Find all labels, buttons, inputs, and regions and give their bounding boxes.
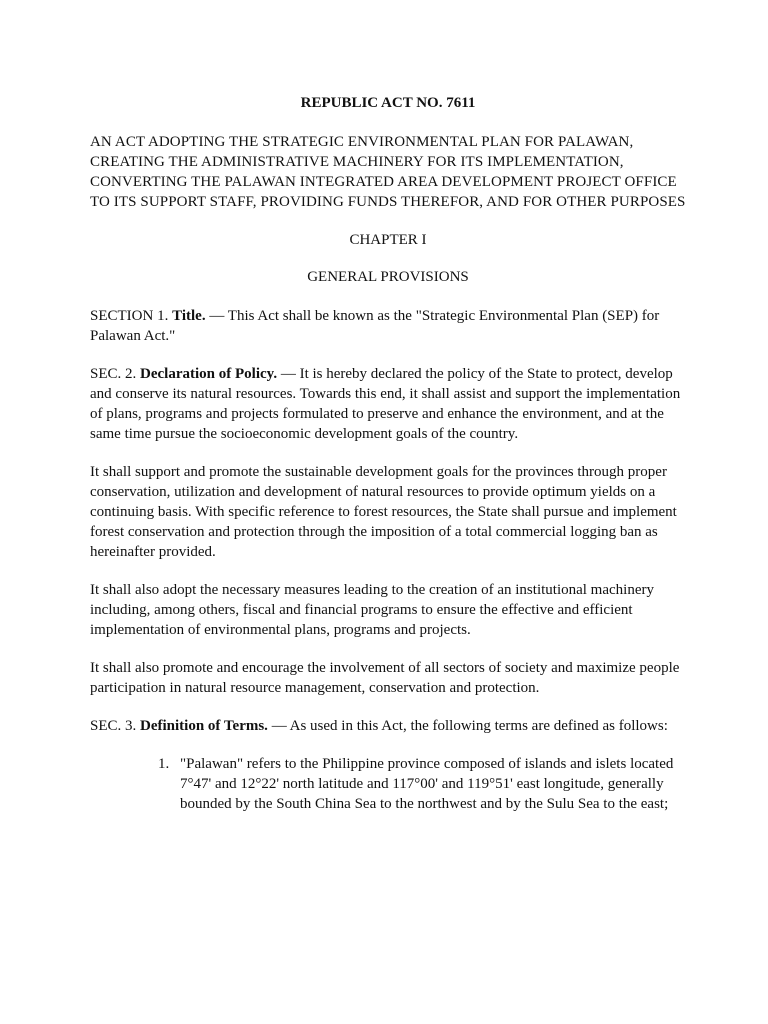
chapter-heading: CHAPTER I <box>349 232 427 248</box>
section-2-paragraph-3: It shall also adopt the necessary measures leading to the creation of an institutional machinery including, among others, fiscal and financial programs to ensure the effective and efficient implementation of environmental plans, programs and projects. <box>90 582 654 638</box>
definition-item <box>90 754 686 814</box>
chapter-title: GENERAL PROVISIONS <box>307 269 469 285</box>
section-1-text: — This Act shall be known as the "Strategic Environmental Plan (SEP) for Palawan Act." <box>90 308 660 344</box>
section-3 <box>90 716 686 736</box>
definition-number: 1. <box>158 756 170 772</box>
section-1-label: SECTION 1. <box>90 308 173 324</box>
section-2 <box>90 364 686 444</box>
section-1 <box>90 306 686 346</box>
act-number-heading: REPUBLIC ACT NO. 7611 <box>300 95 476 111</box>
section-1-heading: Title. <box>172 308 206 324</box>
section-3-text: — As used in this Act, the following terms are defined as follows: <box>267 718 668 734</box>
section-2-paragraph-4: It shall also promote and encourage the involvement of all sectors of society and maximize people participation in natural resource management, conservation and protection. <box>90 660 680 696</box>
section-3-label: SEC. 3. <box>90 718 141 734</box>
section-2-text: — It is hereby declared the policy of the State to protect, develop and conserve its natural resources. Towards this end, it shall assist and support the implementation of plans, programs and projects formulated to preserve and enhance the environment, and at the same time pursue the socioeconomic development goals of the country. <box>90 366 681 442</box>
section-2-paragraph-2: It shall support and promote the sustainable development goals for the provinces through proper conservation, utilization and development of natural resources to provide optimum yields on a continuing basis. With specific reference to forest resources, the State shall pursue and implement forest conservation and protection through the imposition of a total commercial logging ban as hereinafter provided. <box>90 464 677 560</box>
act-title: AN ACT ADOPTING THE STRATEGIC ENVIRONMENTAL PLAN FOR PALAWAN, CREATING THE ADMINISTRATIVE MACHINERY FOR ITS IMPLEMENTATION, CONVERTING THE PALAWAN INTEGRATED AREA DEVELOPMENT PROJECT OFFICE TO ITS SUPPORT STAFF, PROVIDING FUNDS THEREFOR, AND FOR OTHER PURPOSES <box>90 134 686 210</box>
definitions-list <box>90 754 686 814</box>
definition-text: "Palawan" refers to the Philippine province composed of islands and islets located 7°47' and 12°22' north latitude and 117°00' and 119°51' east longitude, generally bounded by the South China Sea to the northwest and by the Sulu Sea to the east; <box>180 756 674 812</box>
section-2-label: SEC. 2. <box>90 366 141 382</box>
section-2-heading: Declaration of Policy. <box>140 366 278 382</box>
section-3-heading: Definition of Terms. <box>140 718 268 734</box>
